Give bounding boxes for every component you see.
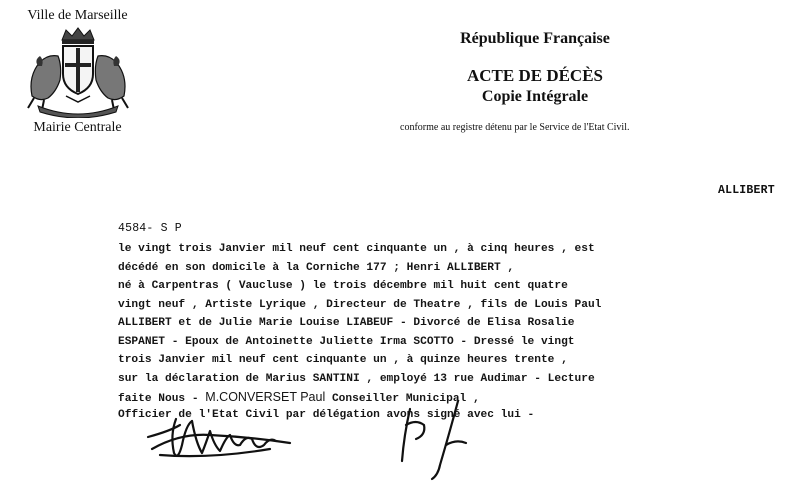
- deed-line: vingt neuf , Artiste Lyrique , Directeur de Theatre , fils de Louis Paul: [118, 298, 602, 311]
- deed-line-closing: Officier de l'Etat Civil par délégation avons signé avec lui -: [118, 409, 535, 421]
- deed-line: ALLIBERT et de Julie Marie Louise LIABEUF - Divorcé de Elisa Rosalie: [118, 317, 575, 329]
- republic-label: République Française: [460, 30, 610, 47]
- deed-line: le vingt trois Janvier mil neuf cent cinquante un , à cinq heures , est: [118, 243, 595, 255]
- deed-line: ESPANET - Epoux de Antoinette Juliette Irma SCOTTO - Dressé le vingt: [118, 335, 575, 348]
- coat-of-arms-icon: [18, 26, 138, 118]
- record-reference: 4584- S P: [118, 222, 182, 235]
- city-hall-header: [0, 8, 155, 136]
- office-name: Mairie Centrale: [33, 120, 122, 135]
- city-name: Ville de Marseille: [27, 8, 128, 23]
- surname-label: ALLIBERT: [718, 184, 775, 197]
- officer-name: M.CONVERSET Paul: [205, 389, 326, 404]
- deed-line: sur la déclaration de Marius SANTINI , employé 13 rue Audimar - Lecture: [118, 372, 595, 385]
- declarant-signature-icon: [402, 401, 466, 479]
- conformity-note: conforme au registre détenu par le Service de l'Etat Civil.: [400, 122, 630, 133]
- deed-line: trois Janvier mil neuf cent cinquante un , à quinze heures trente ,: [118, 354, 568, 366]
- document-subtitle: Copie Intégrale: [481, 88, 589, 105]
- document-title: ACTE DE DÉCÈS: [466, 66, 604, 85]
- deed-line: décédé en son domicile à la Corniche 177 ; Henri ALLIBERT ,: [118, 261, 515, 274]
- document-heading: [400, 30, 670, 106]
- handwritten-signatures: [140, 392, 500, 487]
- officer-line-start: faite Nous -: [118, 392, 199, 405]
- deed-line: né à Carpentras ( Vaucluse ) le trois décembre mil huit cent quatre: [118, 280, 568, 292]
- officer-title: Conseiller Municipal ,: [331, 392, 480, 405]
- officer-signature-icon: [148, 419, 290, 456]
